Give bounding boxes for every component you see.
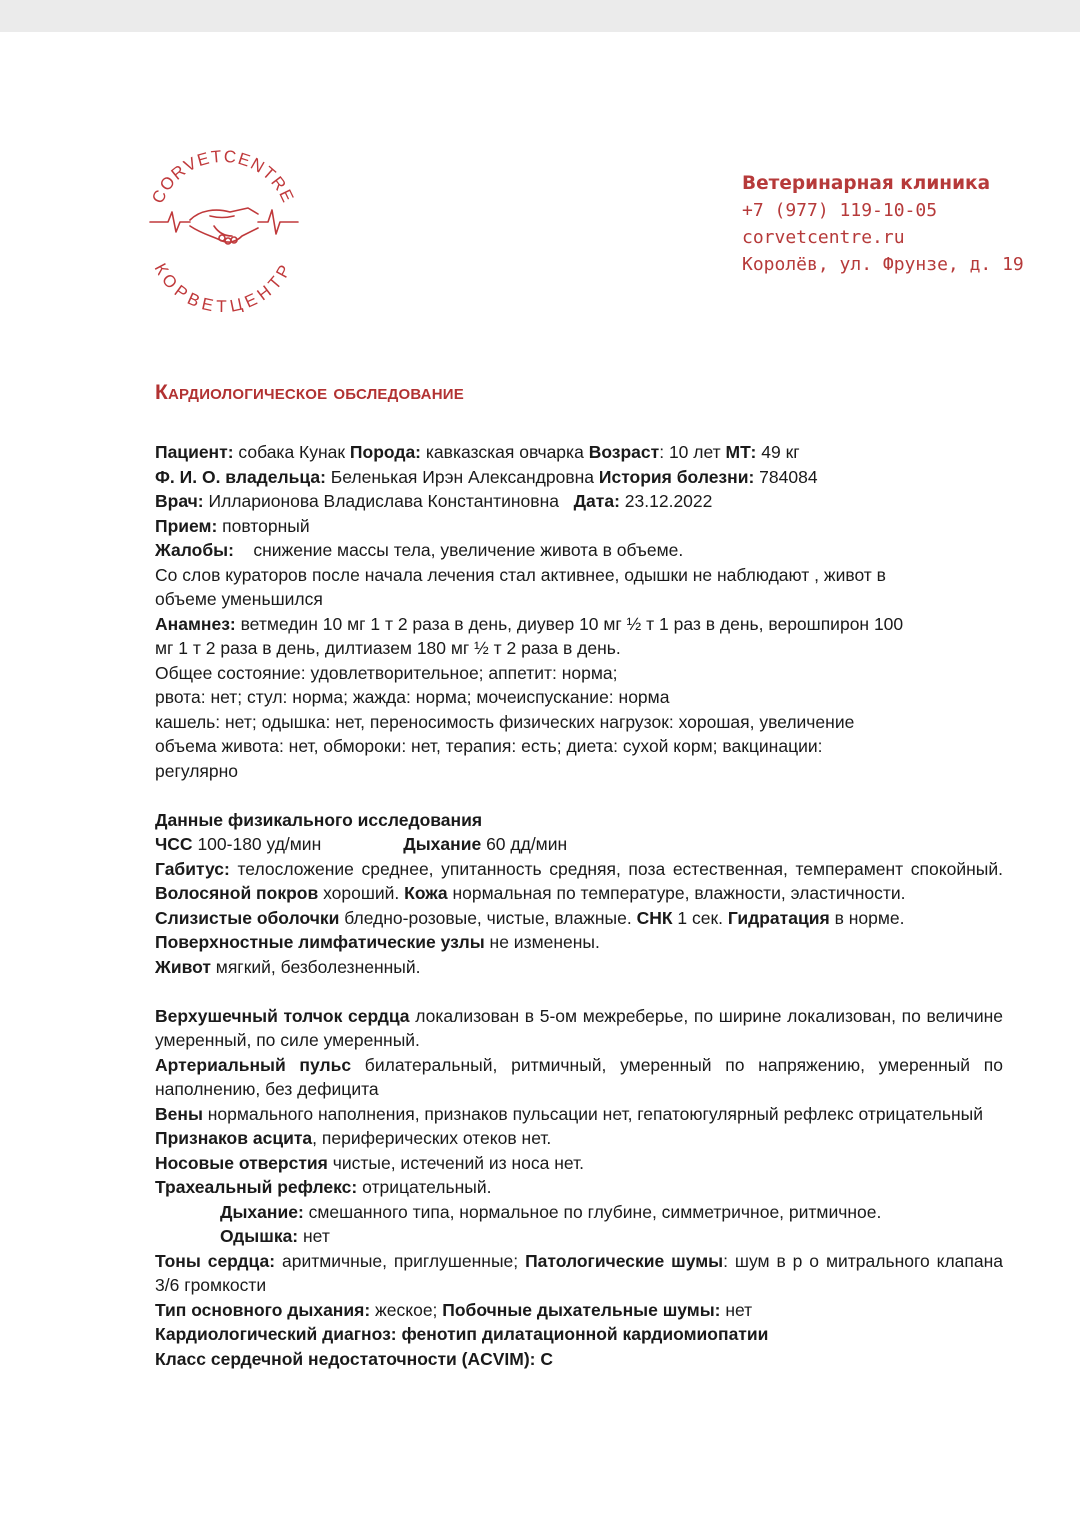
class-value: С [535, 1348, 554, 1369]
breathing-line [155, 1200, 1003, 1225]
habitus-paragraph [155, 857, 1003, 906]
resp-value: 60 дд/мин [481, 834, 568, 854]
tracheal-line [155, 1175, 1003, 1200]
anamnesis-line-2: мг 1 т 2 раза в день, дилтиазем 180 мг ½ т 2 раза в день. [155, 638, 621, 658]
date-value: 23.12.2022 [619, 491, 713, 511]
complaints-value: снижение массы тела, увеличение живота в объеме. [233, 540, 684, 560]
veins-value: нормального наполнения, признаков пульсации нет, гепатоюгулярный рефлекс отрицательный [202, 1103, 984, 1124]
tones-value: аритмичные, приглушенные; [275, 1250, 526, 1271]
habitus-label: Габитус: [155, 858, 230, 879]
general-line-5: регулярно [155, 760, 239, 781]
reception-line [155, 514, 1003, 539]
nose-value: чистые, истечений из носа нет. [327, 1152, 585, 1173]
abdomen-label: Живот [155, 956, 211, 977]
spacer [155, 783, 1003, 808]
anamnesis-value: ветмедин 10 мг 1 т 2 раза в день, диувер 10 мг ½ т 1 раз в день, верошпирон 100 [235, 613, 904, 634]
hr-label: ЧСС [155, 834, 193, 854]
breath-type-label: Тип основного дыхания: [155, 1299, 371, 1320]
patient-label: Пациент: [155, 442, 234, 462]
sounds-label: Побочные дыхательные шумы: [442, 1299, 721, 1320]
owner-value: Беленькая Ирэн Александровна [325, 466, 599, 487]
nose-line [155, 1151, 1003, 1176]
ascites-line [155, 1126, 1003, 1151]
patient-line [155, 440, 1003, 465]
handshake-icon [150, 208, 298, 244]
skin-label: Кожа [404, 883, 448, 903]
ascites-label: Признаков асцита [155, 1128, 313, 1148]
reception-value: повторный [217, 515, 310, 536]
coat-label: Волосяной покров [155, 883, 319, 903]
breath-type-value: жеское; [370, 1299, 443, 1320]
sounds-value: нет [720, 1299, 753, 1320]
physical-heading [155, 808, 1003, 833]
apex-value: локализован в 5-ом межреберье, по ширине локализован, по величине умеренный, по силе умеренный. [155, 1005, 1003, 1050]
date-label: Дата: [573, 491, 620, 511]
clinic-name: Ветеринарная клиника [742, 173, 991, 194]
curators-line-1: Со слов кураторов после начала лечения стал активнее, одышки не наблюдают , живот в [155, 564, 886, 585]
vitals-line [155, 832, 1003, 857]
breathing-value: смешанного типа, нормальное по глубине, симметричное, ритмичное. [303, 1201, 882, 1222]
habitus-value: телосложение среднее, упитанность средняя, поза естественная, темперамент спокойный. [229, 858, 1003, 879]
skin-value: нормальная по температуре, влажности, эластичности. [447, 883, 906, 903]
dyspnea-line [155, 1224, 1003, 1249]
complaints-label: Жалобы: [155, 540, 234, 560]
murmur-label: Патологические шумы [525, 1250, 724, 1271]
anamnesis-line-1 [155, 612, 1003, 637]
resp-label: Дыхание [403, 834, 482, 854]
logo-text-bottom: КОРВЕТЦЕНТР [150, 260, 296, 312]
nose-label: Носовые отверстия [155, 1152, 328, 1173]
lymph-value: не изменены. [484, 932, 600, 952]
crt-label: СНК [636, 907, 673, 928]
age-label: Возраст [588, 442, 660, 462]
clinic-logo [138, 142, 308, 312]
clinic-site: corvetcentre.ru [742, 227, 905, 248]
crt-value: 1 сек. [672, 907, 728, 928]
lymph-label: Поверхностные лимфатические узлы [155, 932, 485, 952]
lymph-line [155, 930, 1003, 955]
abdomen-value: мягкий, безболезненный. [210, 956, 421, 977]
class-line [155, 1347, 1003, 1372]
general-line-3: кашель: нет; одышка: нет, переносимость физических нагрузок: хорошая, увеличение [155, 711, 855, 732]
veins-paragraph [155, 1102, 1003, 1127]
coat-value: хороший. [318, 883, 405, 903]
dyspnea-value: нет [298, 1226, 330, 1246]
tones-label: Тоны сердца: [155, 1250, 276, 1271]
clinic-phone: +7 (977) 119-10-05 [742, 200, 938, 221]
ascites-value: , периферических отеков нет. [312, 1128, 552, 1148]
tones-paragraph [155, 1249, 1003, 1298]
mucosa-value: бледно-розовые, чистые, влажные. [339, 907, 637, 928]
pulse-label: Артериальный пульс [155, 1054, 352, 1075]
owner-line [155, 465, 1003, 490]
doctor-line [155, 489, 1003, 514]
spacer [155, 979, 1003, 1004]
doctor-label: Врач: [155, 491, 204, 511]
complaints-line [155, 538, 1003, 563]
curators-line-2: объеме уменьшился [155, 589, 323, 609]
history-value: 784084 [754, 466, 818, 487]
apex-paragraph [155, 1004, 1003, 1053]
tracheal-value: отрицательный. [357, 1177, 492, 1197]
murmur-value: : шум в р о митрального клапана 3/6 громкости [155, 1250, 1004, 1295]
general-line-1: Общее состояние: удовлетворительное; аппетит: норма; [155, 662, 618, 683]
abdomen-line [155, 955, 1003, 980]
reception-label: Прием: [155, 515, 218, 536]
hr-value: 100-180 уд/мин [192, 834, 322, 854]
physical-heading-text: Данные физикального исследования [155, 809, 483, 830]
general-line-4: объема живота: нет, обмороки: нет, терапия: есть; диета: сухой корм; вакцинации: [155, 736, 823, 756]
pulse-paragraph [155, 1053, 1003, 1102]
mucosa-label: Слизистые оболочки [155, 907, 340, 928]
breed-value: кавказская овчарка [421, 442, 589, 462]
age-value: : 10 лет [659, 442, 726, 462]
anamnesis-label: Анамнез: [155, 613, 236, 634]
pulse-value: билатеральный, ритмичный, умеренный по напряжению, умеренный по наполнению, без дефицита [155, 1054, 1003, 1099]
patient-value: собака Кунак [233, 442, 350, 462]
document-body [155, 440, 1003, 1371]
hydration-value: в норме. [829, 907, 905, 928]
diagnosis-text: Кардиологический диагноз: фенотип дилатационной кардиомиопатии [155, 1324, 769, 1344]
mucosa-paragraph [155, 906, 1003, 931]
owner-label: Ф. И. О. владельца: [155, 466, 326, 487]
weight-value: 49 кг [756, 442, 800, 462]
tracheal-label: Трахеальный рефлекс: [155, 1177, 358, 1197]
clinic-contacts [742, 170, 1024, 278]
hydration-label: Гидратация [727, 907, 830, 928]
page-title: Кардиологическое обследование [155, 381, 464, 404]
breed-label: Порода: [349, 442, 422, 462]
top-bar [0, 0, 1080, 32]
logo-graphic [138, 142, 308, 312]
logo-text-top: CORVETCENTRE [148, 146, 298, 207]
doctor-value: Илларионова Владислава Константиновна [203, 491, 574, 511]
general-line-2: рвота: нет; стул: норма; жажда: норма; мочеиспускание: норма [155, 687, 670, 707]
clinic-address: Королёв, ул. Фрунзе, д. 19 [742, 254, 1024, 275]
breathing-label: Дыхание: [220, 1201, 304, 1222]
veins-label: Вены [155, 1103, 203, 1124]
breath-type-line [155, 1298, 1003, 1323]
diagnosis-line [155, 1322, 1003, 1347]
weight-label: МТ: [725, 442, 757, 462]
class-label: Класс сердечной недостаточности (ACVIM): [155, 1348, 536, 1369]
history-label: История болезни: [598, 466, 755, 487]
apex-label: Верхушечный толчок сердца [155, 1005, 410, 1026]
dyspnea-label: Одышка: [220, 1226, 299, 1246]
